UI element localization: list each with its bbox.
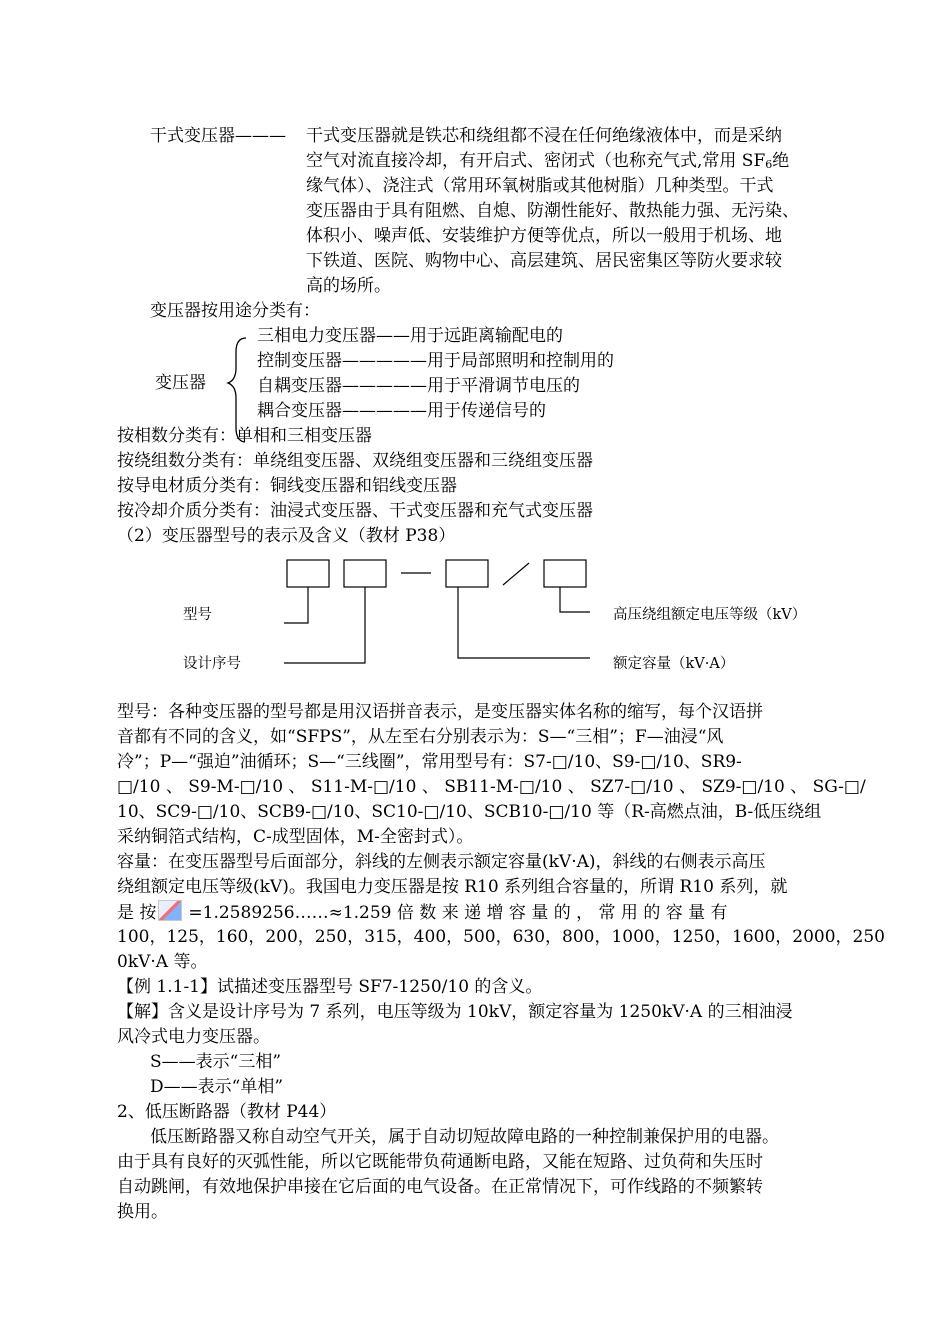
- connector-type: [284, 587, 308, 623]
- dry-transformer-term: 干式变压器———: [150, 126, 286, 146]
- class-phase: 按相数分类有：单相和三相变压器: [117, 426, 372, 446]
- label-voltage-level: 高压绕组额定电压等级（kV）: [613, 607, 807, 623]
- slash-separator: [503, 563, 529, 585]
- dry-line-1: 干式变压器就是铁芯和绕组都不浸在任何绝缘液体中，而是采纳: [306, 126, 782, 146]
- connector-voltage: [560, 587, 590, 612]
- model-line-5: 10、SC9-□/10、SCB9-□/10、SC10-□/10、SCB10-□/10 等（R-高燃点油，B-低压绕组: [117, 802, 822, 822]
- dry-line-2: 空气对流直接冷却，有开启式、密闭式（也称充气式,常用 SF6绝: [306, 151, 790, 171]
- dry-line-7: 高的场所。: [306, 276, 391, 296]
- breaker-line-4: 换用。: [117, 1202, 168, 1222]
- label-type: 型号: [183, 607, 212, 623]
- example-answer-1: 【解】含义是设计序号为 7 系列，电压等级为 10kV，额定容量为 1250kV·A 的三相油浸: [117, 1002, 793, 1022]
- example-answer-2: 风冷式电力变压器。: [117, 1027, 270, 1047]
- dry-line-6: 下铁道、医院、购物中心、高层建筑、居民密集区等防火要求较: [306, 251, 782, 271]
- note-s-three-phase: S——表示“三相”: [150, 1052, 282, 1072]
- class-cooling: 按冷却介质分类有：油浸式变压器、干式变压器和充气式变压器: [117, 501, 593, 521]
- connector-capacity: [458, 587, 590, 658]
- usage-heading: 变压器按用途分类有：: [150, 301, 320, 321]
- breaker-line-3: 自动跳闸，有效地保护串接在它后面的电气设备。在正常情况下，可作线路的不频繁转: [117, 1177, 763, 1197]
- section-2-heading: （2）变压器型号的表示及含义（教材 P38）: [117, 526, 456, 546]
- usage-item-1: 三相电力变压器——用于远距离输配电的: [257, 326, 563, 346]
- capacity-line-4: 100，125，160，200，250，315，400，500，630，800，1000，1250，1600，2000，250: [117, 927, 885, 947]
- box-design-serial: [344, 560, 386, 587]
- model-line-3: 冷”；P—“强迫”油循环；S—“三线圈”，常用型号有：S7-□/10、S9-□/10、SR9-: [117, 752, 742, 772]
- capacity-line-2: 绕组额定电压等级(kV)。我国电力变压器是按 R10 系列组合容量的，所谓 R10 系列，就: [117, 877, 788, 897]
- capacity-line-5: 0kV·A 等。: [117, 952, 208, 972]
- breaker-line-2: 由于具有良好的灭弧性能，所以它既能带负荷通断电路，又能在短路、过负荷和失压时: [117, 1152, 763, 1172]
- note-d-single-phase: D——表示“单相”: [150, 1077, 284, 1097]
- model-line-6: 采纳铜箔式结构，C-成型固体，M-全密封式）。: [117, 827, 474, 847]
- box-type: [287, 560, 329, 587]
- connector-design: [284, 587, 365, 663]
- dry-line-4: 变压器由于具有阻燃、自熄、防潮性能好、散热能力强、无污染、: [306, 201, 799, 221]
- example-question: 【例 1.1-1】试描述变压器型号 SF7-1250/10 的含义。: [117, 977, 543, 997]
- dry-line-5: 体积小、噪声低、安装维护方便等优点，所以一般用于机场、地: [306, 226, 782, 246]
- capacity-line-3: 是 按 =1.2589256……≈1.259 倍 数 来 递 增 容 量 的 ， 常 用 的 容 量 有: [117, 900, 728, 926]
- formula-image-icon: [158, 900, 182, 921]
- model-line-1: 型号：各种变压器的型号都是用汉语拼音表示，是变压器实体名称的缩写，每个汉语拼: [117, 702, 763, 722]
- capacity-line-1: 容量：在变压器型号后面部分，斜线的左侧表示额定容量(kV·A)，斜线的右侧表示高压: [117, 852, 766, 872]
- model-line-4: □/10 、 S9-M-□/10 、 S11-M-□/10 、 SB11-M-□/10 、 SZ7-□/10 、 SZ9-□/10 、 SG-□/: [117, 777, 866, 797]
- box-capacity: [446, 560, 488, 587]
- label-design-serial: 设计序号: [183, 656, 241, 672]
- dry-line-3: 缘气体）、浇注式（常用环氧树脂或其他树脂）几种类型。干式: [306, 176, 774, 196]
- class-conductor: 按导电材质分类有：铜线变压器和铝线变压器: [117, 476, 457, 496]
- box-voltage: [544, 560, 586, 587]
- brace-label: 变压器: [155, 373, 206, 393]
- model-line-2: 音都有不同的含义，如“SFPS”，从左至右分别表示为：S—“三相”；F—油浸“风: [117, 727, 724, 747]
- class-winding: 按绕组数分类有：单绕组变压器、双绕组变压器和三绕组变压器: [117, 451, 593, 471]
- usage-item-2: 控制变压器—————用于局部照明和控制用的: [257, 351, 614, 371]
- breaker-heading: 2、低压断路器（教材 P44）: [117, 1102, 337, 1122]
- breaker-line-1: 低压断路器又称自动空气开关，属于自动切短故障电路的一种控制兼保护用的电器。: [150, 1127, 779, 1147]
- label-rated-capacity: 额定容量（kV·A）: [613, 656, 735, 672]
- usage-item-3: 自耦变压器—————用于平滑调节电压的: [257, 376, 580, 396]
- usage-item-4: 耦合变压器—————用于传递信号的: [257, 401, 546, 421]
